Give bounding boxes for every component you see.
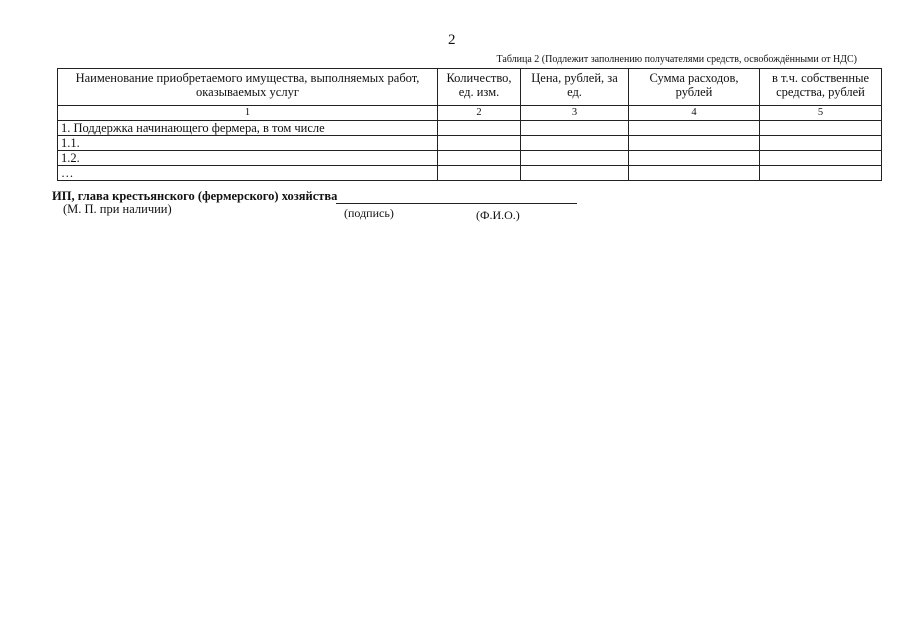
table-caption: Таблица 2 (Подлежит заполнению получателями средств, освобождёнными от НДС): [496, 54, 857, 65]
page-number: 2: [448, 32, 456, 48]
header-quantity: Количество, ед. изм.: [438, 69, 521, 106]
table-cell: [760, 136, 882, 151]
row-label: 1.1.: [58, 136, 438, 151]
table-cell: [438, 151, 521, 166]
table-cell: [760, 121, 882, 136]
table-row: [58, 136, 882, 151]
table-cell: [521, 136, 629, 151]
table-cell: [438, 121, 521, 136]
column-number: 5: [760, 106, 882, 121]
column-number: 2: [438, 106, 521, 121]
stamp-note: (М. П. при наличии): [63, 202, 172, 216]
header-total-expenses: Сумма расходов, рублей: [629, 69, 760, 106]
signature-line: [336, 203, 577, 204]
table-row: [58, 121, 882, 136]
column-number-row: [58, 106, 882, 121]
table-cell: [521, 166, 629, 181]
expenses-table: [57, 68, 882, 181]
table-cell: [629, 151, 760, 166]
table-cell: [521, 121, 629, 136]
signature-title: ИП, глава крестьянского (фермерского) хозяйства: [52, 189, 338, 203]
row-label: 1. Поддержка начинающего фермера, в том числе: [58, 121, 438, 136]
header-unit-price: Цена, рублей, за ед.: [521, 69, 629, 106]
column-number: 4: [629, 106, 760, 121]
table-cell: [629, 121, 760, 136]
table-cell: [760, 151, 882, 166]
column-number: 1: [58, 106, 438, 121]
table-cell: [438, 166, 521, 181]
table-row: [58, 166, 882, 181]
table-row: [58, 151, 882, 166]
row-label: …: [58, 166, 438, 181]
table-cell: [629, 166, 760, 181]
table-cell: [629, 136, 760, 151]
header-item-name: Наименование приобретаемого имущества, выполняемых работ, оказываемых услуг: [58, 69, 438, 106]
row-label: 1.2.: [58, 151, 438, 166]
table-cell: [438, 136, 521, 151]
table-cell: [760, 166, 882, 181]
header-own-funds: в т.ч. собственные средства, рублей: [760, 69, 882, 106]
signature-label: (подпись): [344, 206, 394, 220]
table-header-row: [58, 69, 882, 106]
name-label: (Ф.И.О.): [476, 208, 520, 222]
table-cell: [521, 151, 629, 166]
column-number: 3: [521, 106, 629, 121]
